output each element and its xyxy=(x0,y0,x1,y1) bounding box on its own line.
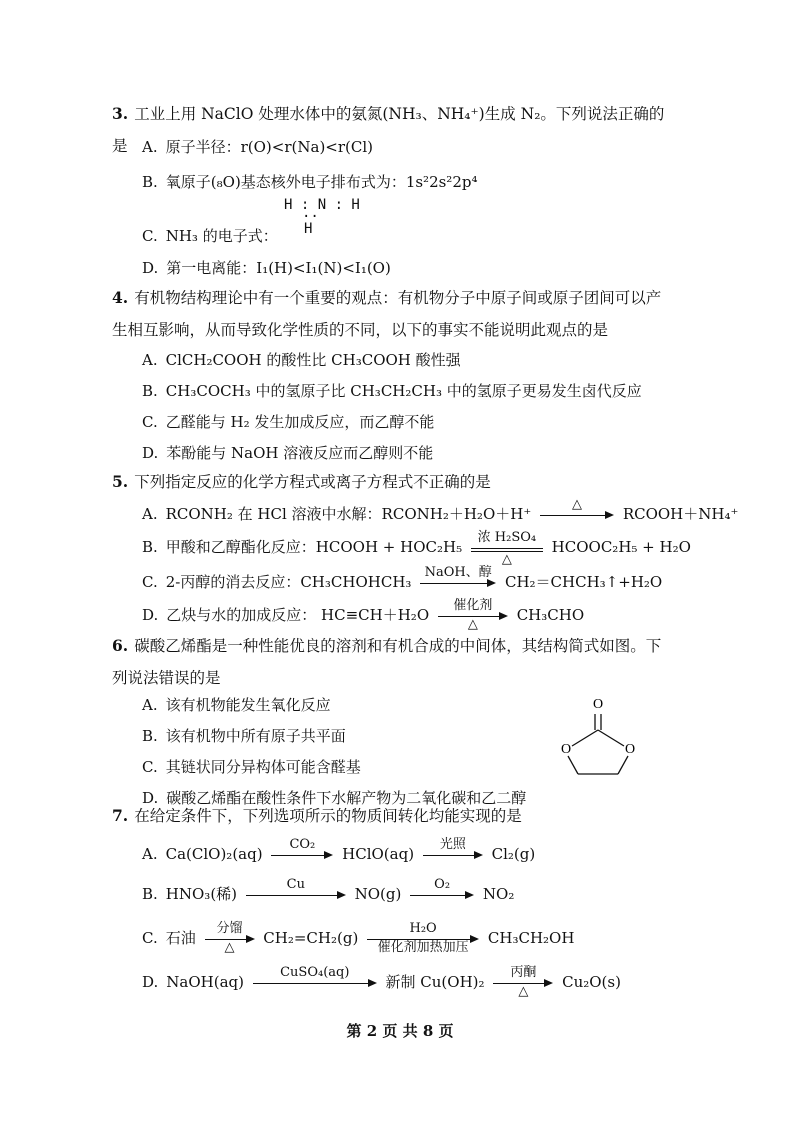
reaction-arrow: 光照 xyxy=(423,840,483,870)
reaction-arrow: O₂ xyxy=(410,880,474,910)
q5-option-d: D. 乙炔与水的加成反应： HC≡CH＋H₂O 催化剂 △ CH₃CHO xyxy=(142,598,585,632)
q4-option-a: A. ClCH₂COOH 的酸性比 CH₃COOH 酸性强 xyxy=(142,351,461,369)
q4-option-b: B. CH₃COCH₃ 中的氢原子比 CH₃CH₂CH₃ 中的氢原子更易发生卤代反应 xyxy=(142,382,642,400)
q6-option-a: A. 该有机物能发生氧化反应 xyxy=(142,696,331,714)
question-4 xyxy=(112,282,672,346)
question-stem: 在给定条件下，下列选项所示的物质间转化均能实现的是 xyxy=(134,807,522,825)
reaction-arrow: 丙酮 △ xyxy=(493,968,553,998)
q7-option-c: C. 石油 分馏 △ CH₂=CH₂(g) H₂O 催化剂加热加压 CH₃CH₂OH xyxy=(142,921,575,955)
question-7 xyxy=(112,800,672,832)
reaction-arrow: CuSO₄(aq) xyxy=(253,968,377,998)
q5-option-b: B. 甲酸和乙醇酯化反应：HCOOH + HOC₂H₅ 浓 H₂SO₄ △ HCOOC₂H₅ + H₂O xyxy=(142,530,691,567)
q3-option-b: B. 氧原子(₈O)基态核外电子排布式为：1s²2s²2p⁴ xyxy=(142,173,478,191)
question-number: 6. xyxy=(112,636,129,655)
ring-oxygen-right: O xyxy=(624,742,636,757)
q7-option-d: D. NaOH(aq) CuSO₄(aq) 新制 Cu(OH)₂ 丙酮 △ Cu₂O(s) xyxy=(142,965,621,999)
reaction-arrow: 催化剂 △ xyxy=(438,601,508,631)
question-number: 5. xyxy=(112,472,129,491)
ring-oxygen-left: O xyxy=(560,742,572,757)
question-number: 4. xyxy=(112,288,129,307)
reaction-arrow: NaOH、醇 xyxy=(420,568,496,598)
question-stem: 下列指定反应的化学方程式或离子方程式不正确的是 xyxy=(134,473,491,491)
question-stem: 有机物结构理论中有一个重要的观点：有机物分子中原子间或原子团间可以产生相互影响，从而导致化学性质的不同，以下的事实不能说明此观点的是 xyxy=(112,289,662,339)
question-6 xyxy=(112,630,672,694)
page-footer: 第 2 页 共 8 页 xyxy=(346,1022,454,1040)
q3-option-c: C. NH₃ 的电子式： xyxy=(142,227,278,245)
nh3-lewis-structure: H : N : H ·· H xyxy=(284,197,360,237)
reaction-arrow: Cu xyxy=(246,880,346,910)
q6-option-b: B. 该有机物中所有原子共平面 xyxy=(142,727,346,745)
q3-option-a: A. 原子半径：r(O)<r(Na)<r(Cl) xyxy=(142,138,374,156)
q3-option-d: D. 第一电离能：I₁(H)<I₁(N)<I₁(O) xyxy=(142,259,391,277)
question-stem: 碳酸乙烯酯是一种性能优良的溶剂和有机合成的中间体，其结构简式如图。下列说法错误的是 xyxy=(112,637,662,687)
question-5 xyxy=(112,466,672,498)
q4-option-d: D. 苯酚能与 NaOH 溶液反应而乙醇则不能 xyxy=(142,444,434,462)
q7-option-a: A. Ca(ClO)₂(aq) CO₂ HClO(aq) 光照 Cl₂(g) xyxy=(142,840,535,870)
question-number: 7. xyxy=(112,806,129,825)
question-stem: 工业上用 NaClO 处理水体中的氨氮(NH₃、NH₄⁺)生成 N₂。下列说法正确的是 xyxy=(112,105,665,155)
q6-option-c: C. 其链状同分异构体可能含醛基 xyxy=(142,758,361,776)
q4-option-c: C. 乙醛能与 H₂ 发生加成反应，而乙醇不能 xyxy=(142,413,435,431)
q5-option-c: C. 2-丙醇的消去反应：CH₃CHOHCH₃ NaOH、醇 CH₂＝CHCH₃↑+H₂O xyxy=(142,568,662,598)
q7-option-b: B. HNO₃(稀) Cu NO(g) O₂ NO₂ xyxy=(142,880,514,910)
question-number: 3. xyxy=(112,104,129,123)
reaction-condition-equals: 浓 H₂SO₄ △ xyxy=(471,533,543,563)
q6-option-d: D. 碳酸乙烯酯在酸性条件下水解产物为二氧化碳和乙二醇 xyxy=(142,789,527,807)
q5-option-a: A. RCONH₂ 在 HCl 溶液中水解：RCONH₂＋H₂O＋H⁺ △ RCOOH＋NH₄⁺ xyxy=(142,500,738,530)
reaction-arrow: H₂O 催化剂加热加压 xyxy=(367,924,479,954)
reaction-arrow: △ xyxy=(540,500,614,530)
carbonyl-oxygen: O xyxy=(592,697,604,712)
reaction-arrow: CO₂ xyxy=(271,840,333,870)
ethylene-carbonate-structure xyxy=(548,690,648,790)
reaction-arrow: 分馏 △ xyxy=(205,924,255,954)
